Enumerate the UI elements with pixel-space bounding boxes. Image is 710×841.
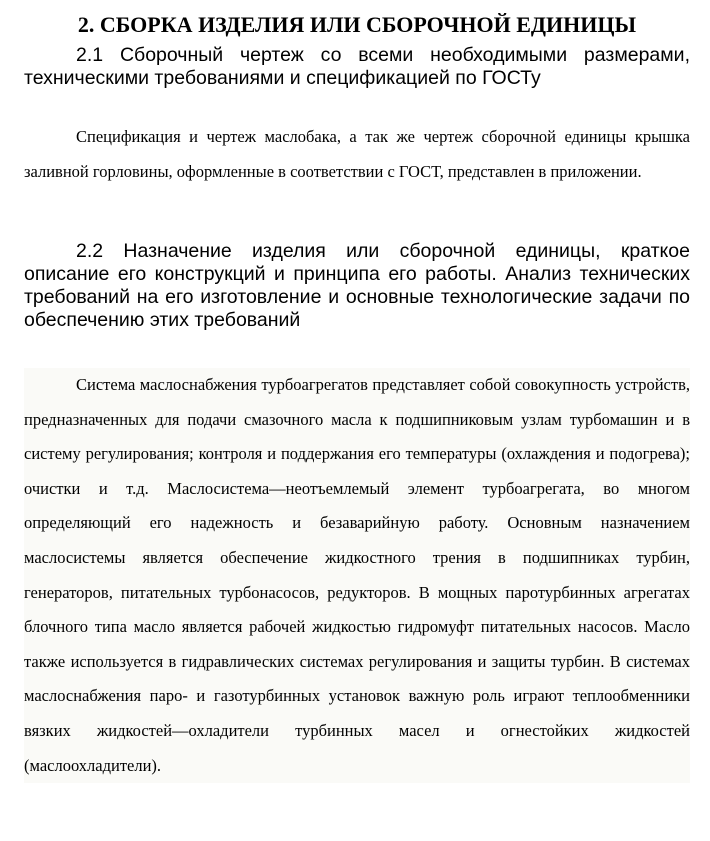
section-2-2-title: 2.2 Назначение изделия или сборочной единицы, краткое описание его конструкций и принципа его работы. Анализ технических требований на его изготовление и основные технологические задачи по обеспечению этих требований [24,240,690,331]
section-2-2-paragraph: Система маслоснабжения турбоагрегатов представляет собой совокупность устройств, предназначенных для подачи смазочного масла к подшипниковым узлам турбомашин и в систему регулирования; контроля и поддержания его температуры (охлаждения и подогрева); очистки и т.д. Маслосистема—неотъемлемый элемент турбоагрегата, во многом определяющий его надежность и безаварийную работу. Основным назначением маслосистемы является обеспечение жидкостного трения в подшипниках турбин, генераторов, питательных турбонасосов, редукторов. В мощных паротурбинных агрегатах блочного типа масло является рабочей жидкостью гидромуфт питательных насосов. Масло также используется в гидравлических системах регулирования и защиты турбин. В системах маслоснабжения паро- и газотурбинных установок важную роль играют теплообменники вязких жидкостей—охладители турбинных масел и огнестойких жидкостей (маслоохладители). [24,368,690,783]
chapter-heading: 2. СБОРКА ИЗДЕЛИЯ ИЛИ СБОРОЧНОЙ ЕДИНИЦЫ [77,12,637,37]
section-2-1-paragraph: Спецификация и чертеж маслобака, а так же чертеж сборочной единицы крышка заливной горловины, оформленные в соответствии с ГОСТ, представлен в приложении. [24,127,690,181]
section-2-1-title: 2.1 Сборочный чертеж со всеми необходимыми размерами, техническими требованиями и спецификацией по ГОСТу [24,44,690,89]
